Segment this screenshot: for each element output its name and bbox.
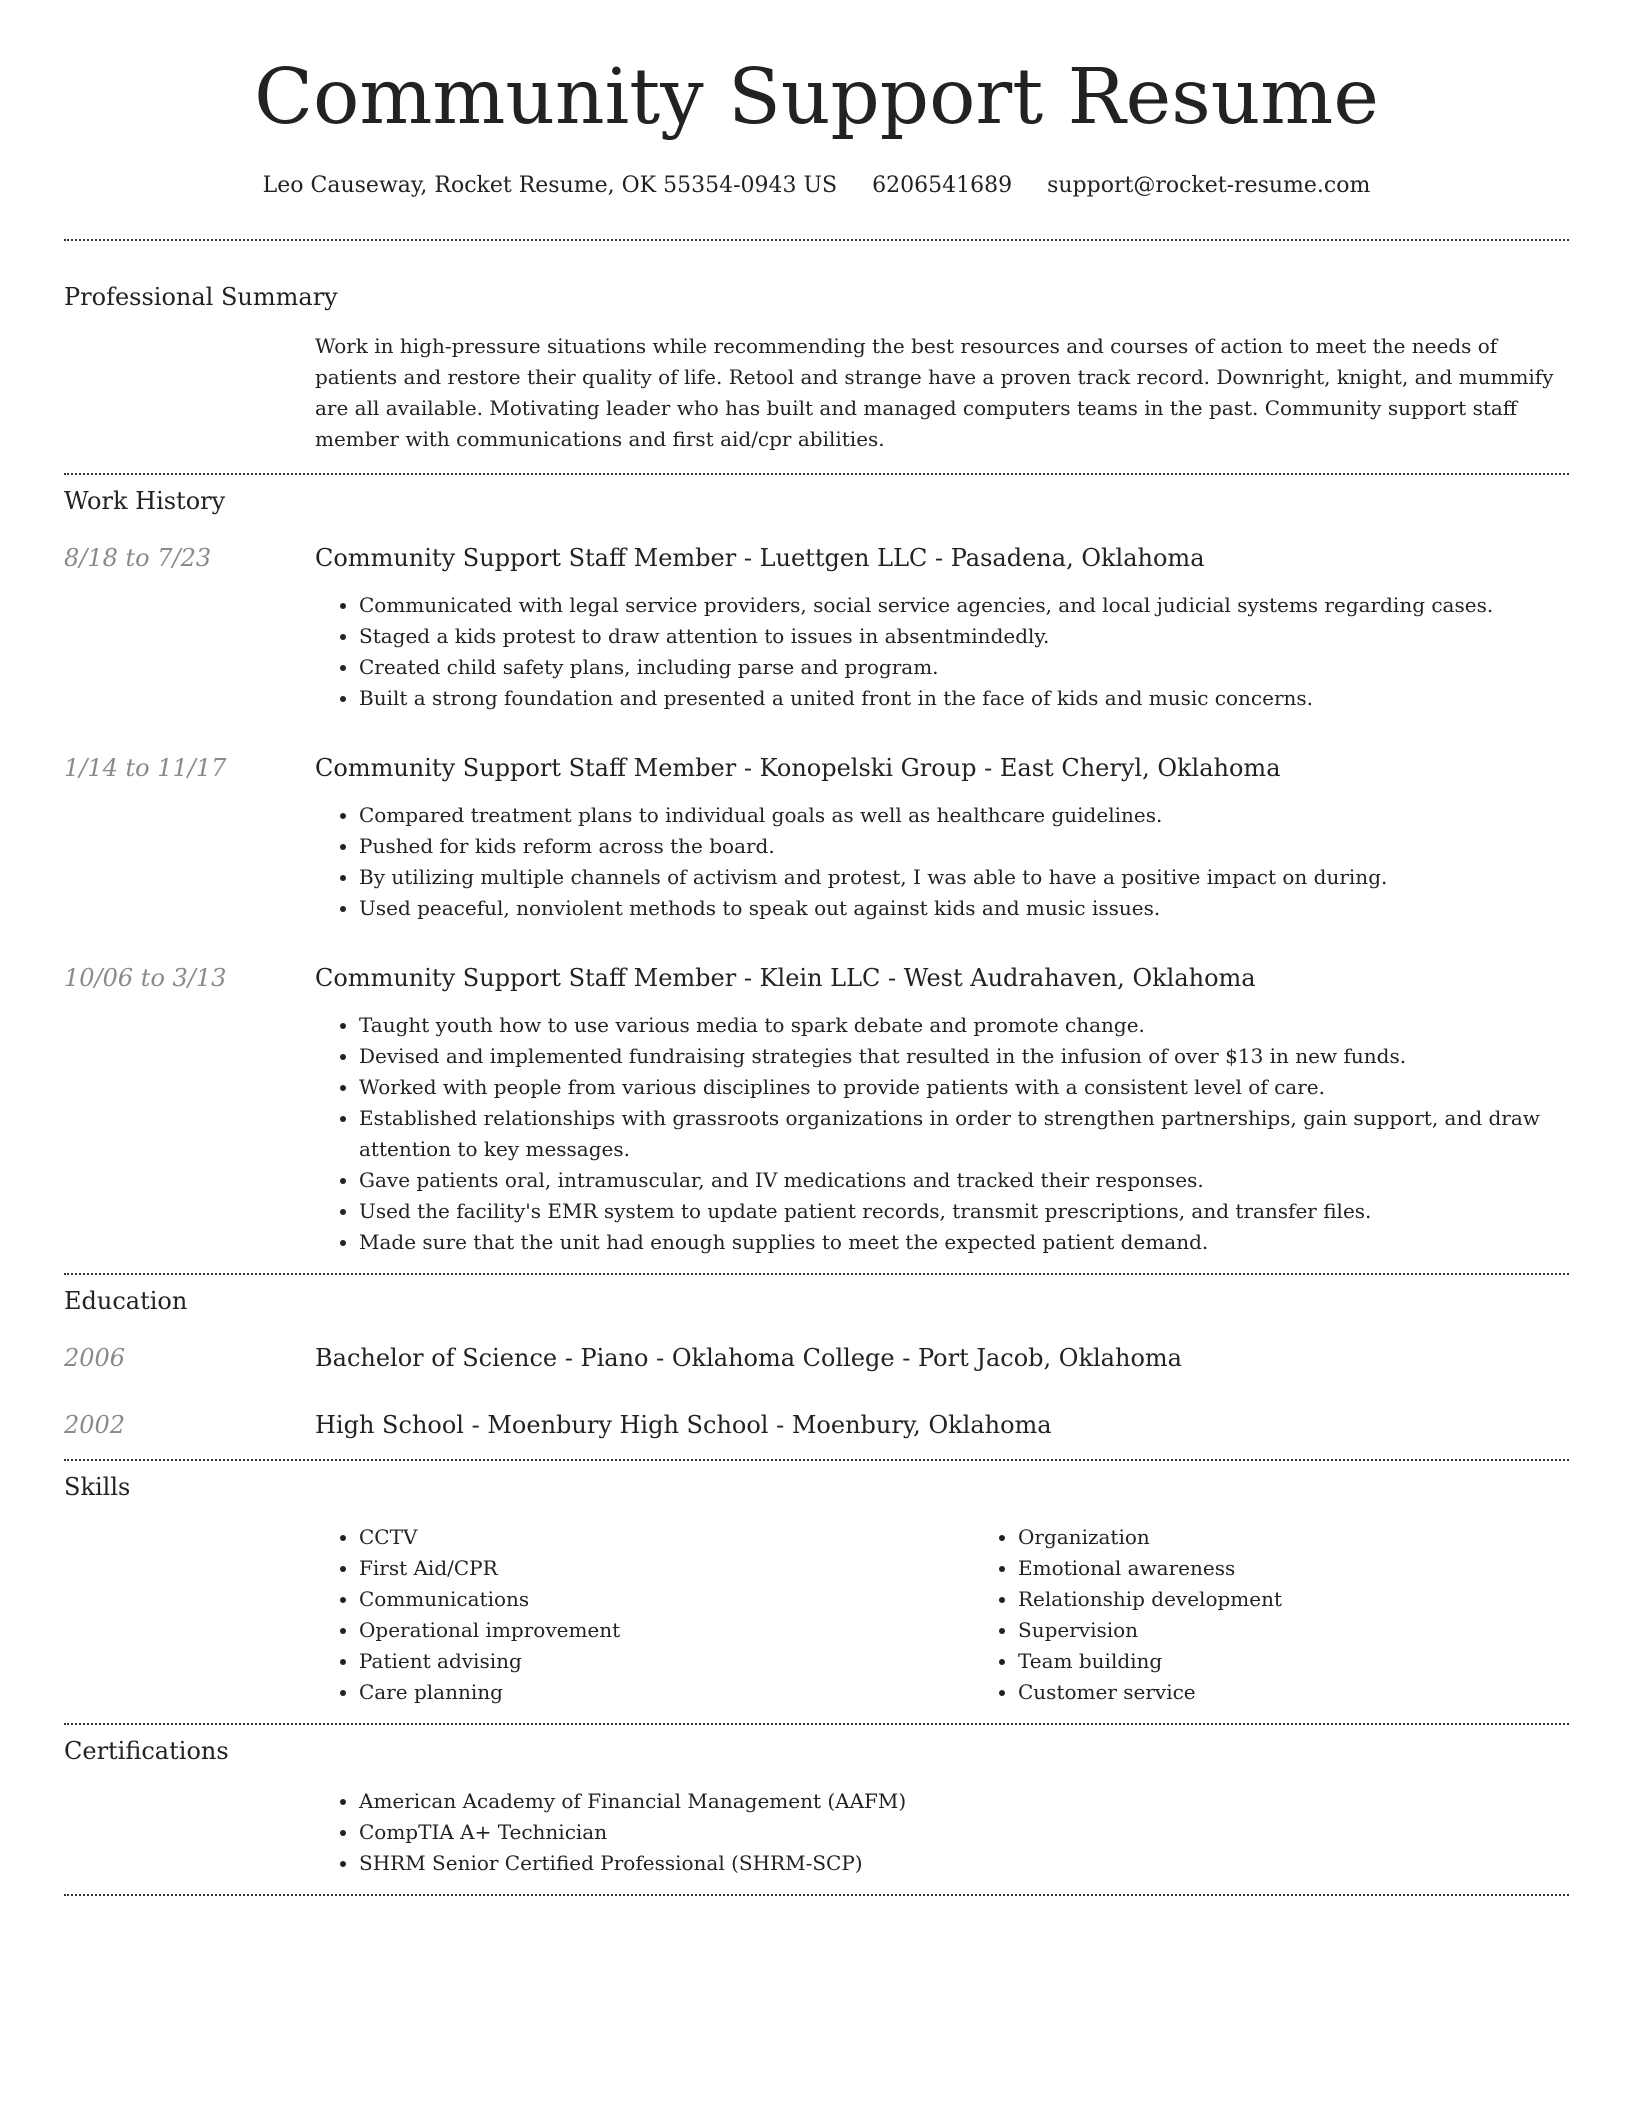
job-dates: 1/14 to 11/17 bbox=[64, 754, 227, 782]
skills-section bbox=[64, 1470, 1569, 1708]
list-item: • Compared treatment plans to individual goals as well as healthcare guidelines. bbox=[359, 800, 1569, 831]
skills-list-left bbox=[315, 1522, 974, 1708]
contact-line bbox=[64, 170, 1569, 202]
certifications-list bbox=[315, 1786, 1569, 1879]
skill-item: • CCTV bbox=[359, 1522, 974, 1553]
contact-email: support@rocket-resume.com bbox=[1047, 173, 1371, 198]
resume-title: Community Support Resume bbox=[254, 53, 1379, 142]
certification-item: • CompTIA A+ Technician bbox=[359, 1817, 1569, 1848]
summary-row bbox=[64, 331, 1569, 455]
contact-address: Leo Causeway, Rocket Resume, OK 55354-0943 US bbox=[262, 173, 838, 198]
list-item: • Created child safety plans, including parse and program. bbox=[359, 652, 1569, 683]
job-header bbox=[64, 541, 1569, 575]
job-header bbox=[64, 961, 1569, 995]
list-item: • Pushed for kids reform across the board. bbox=[359, 831, 1569, 862]
summary-text: Work in high-pressure situations while recommending the best resources and courses of action to meet the needs of patients and restore their quality of life. Retool and strange have a proven track record. Downright, knight, and mummify are all available. Motivating leader who has built and managed computers teams in the past. Community support staff member with communications and first aid/cpr abilities. bbox=[315, 334, 1554, 451]
section-divider bbox=[64, 1459, 1569, 1461]
skill-item: • First Aid/CPR bbox=[359, 1553, 974, 1584]
skill-item: • Care planning bbox=[359, 1677, 974, 1708]
skill-item: • Relationship development bbox=[1018, 1584, 1632, 1615]
job-entry bbox=[64, 751, 1569, 924]
skill-item: • Organization bbox=[1018, 1522, 1632, 1553]
job-dates: 10/06 to 3/13 bbox=[64, 964, 227, 992]
skills-grid bbox=[315, 1522, 1632, 1708]
section-divider bbox=[64, 1273, 1569, 1275]
list-item: • Made sure that the unit had enough supplies to meet the expected patient demand. bbox=[359, 1227, 1569, 1258]
section-divider bbox=[64, 473, 1569, 475]
list-item: • Worked with people from various disciplines to provide patients with a consistent level of care. bbox=[359, 1072, 1569, 1103]
list-item: • Communicated with legal service providers, social service agencies, and local judicial systems regarding cases. bbox=[359, 590, 1569, 621]
skill-item: • Emotional awareness bbox=[1018, 1553, 1632, 1584]
list-item: • By utilizing multiple channels of activism and protest, I was able to have a positive impact on during. bbox=[359, 862, 1569, 893]
summary-heading: Professional Summary bbox=[64, 283, 338, 311]
job-header bbox=[64, 751, 1569, 785]
list-item: • Established relationships with grassroots organizations in order to strengthen partnerships, gain support, and draw attention to key messages. bbox=[359, 1103, 1569, 1165]
job-bullets bbox=[315, 1010, 1569, 1258]
education-year: 2002 bbox=[64, 1411, 126, 1439]
job-dates: 8/18 to 7/23 bbox=[64, 544, 212, 572]
skill-item: • Team building bbox=[1018, 1646, 1632, 1677]
job-title: Community Support Staff Member - Konopelski Group - East Cheryl, Oklahoma bbox=[315, 754, 1281, 782]
skill-item: • Communications bbox=[359, 1584, 974, 1615]
job-bullets bbox=[315, 800, 1569, 924]
certification-item: • SHRM Senior Certified Professional (SHRM-SCP) bbox=[359, 1848, 1569, 1879]
education-heading: Education bbox=[64, 1287, 188, 1315]
certification-item: • American Academy of Financial Management (AAFM) bbox=[359, 1786, 1569, 1817]
contact-phone: 6206541689 bbox=[872, 173, 1013, 198]
skill-item: • Patient advising bbox=[359, 1646, 974, 1677]
skill-item: • Customer service bbox=[1018, 1677, 1632, 1708]
job-entry bbox=[64, 961, 1569, 1258]
list-item: • Staged a kids protest to draw attention to issues in absentmindedly. bbox=[359, 621, 1569, 652]
section-divider bbox=[64, 239, 1569, 241]
education-year: 2006 bbox=[64, 1344, 126, 1372]
list-item: • Devised and implemented fundraising strategies that resulted in the infusion of over $13 in new funds. bbox=[359, 1041, 1569, 1072]
summary-section bbox=[64, 280, 1569, 455]
job-title: Community Support Staff Member - Luettgen LLC - Pasadena, Oklahoma bbox=[315, 544, 1205, 572]
list-item: • Built a strong foundation and presented a united front in the face of kids and music concerns. bbox=[359, 683, 1569, 714]
job-title: Community Support Staff Member - Klein LLC - West Audrahaven, Oklahoma bbox=[315, 964, 1256, 992]
education-item bbox=[64, 1341, 1569, 1375]
job-bullets bbox=[315, 590, 1569, 714]
certifications-heading: Certifications bbox=[64, 1737, 229, 1765]
certifications-section bbox=[64, 1734, 1569, 1879]
list-item: • Used peaceful, nonviolent methods to speak out against kids and music issues. bbox=[359, 893, 1569, 924]
job-entry bbox=[64, 541, 1569, 714]
section-divider bbox=[64, 1723, 1569, 1725]
work-history-heading: Work History bbox=[64, 487, 226, 515]
skill-item: • Operational improvement bbox=[359, 1615, 974, 1646]
education-degree: Bachelor of Science - Piano - Oklahoma College - Port Jacob, Oklahoma bbox=[315, 1344, 1182, 1372]
section-divider bbox=[64, 1894, 1569, 1896]
list-item: • Taught youth how to use various media to spark debate and promote change. bbox=[359, 1010, 1569, 1041]
education-item bbox=[64, 1408, 1569, 1442]
education-degree: High School - Moenbury High School - Moenbury, Oklahoma bbox=[315, 1411, 1052, 1439]
skill-item: • Supervision bbox=[1018, 1615, 1632, 1646]
education-section bbox=[64, 1284, 1569, 1442]
list-item: • Gave patients oral, intramuscular, and IV medications and tracked their responses. bbox=[359, 1165, 1569, 1196]
list-item: • Used the facility's EMR system to update patient records, transmit prescriptions, and transfer files. bbox=[359, 1196, 1569, 1227]
skills-list-right bbox=[974, 1522, 1632, 1708]
work-history-section bbox=[64, 484, 1569, 1258]
skills-heading: Skills bbox=[64, 1473, 131, 1501]
resume-page bbox=[64, 0, 1569, 1896]
